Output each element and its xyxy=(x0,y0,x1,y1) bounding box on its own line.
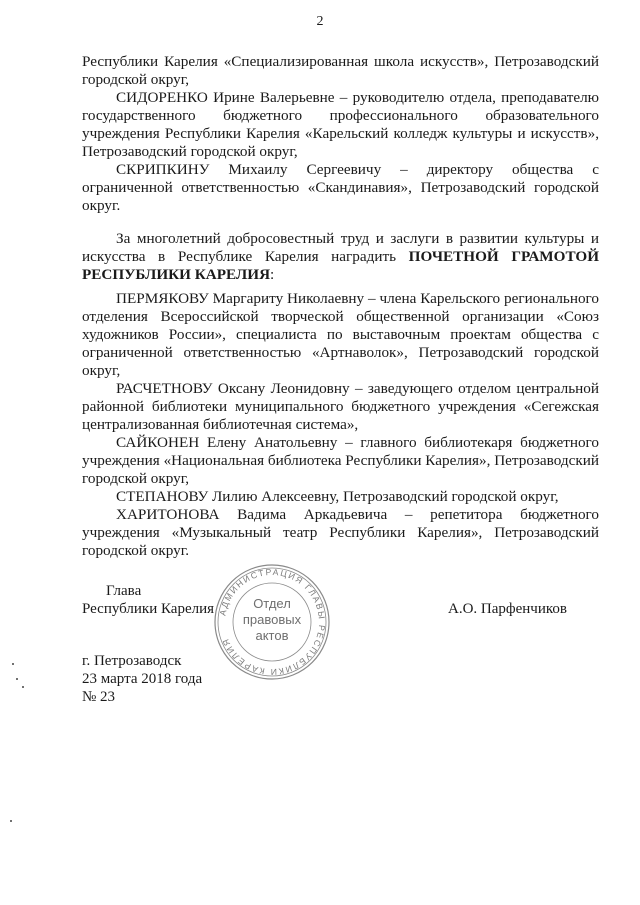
document-footer xyxy=(82,652,202,706)
award-intro-text: За многолетний добросовестный труд и заслуги в развитии культуры и искусства в Республике Карелия наградить xyxy=(82,230,599,265)
award-intro-block xyxy=(82,230,599,284)
stamp-center-line3: актов xyxy=(255,628,289,643)
scan-speck xyxy=(12,663,14,665)
awardee-stepanova: СТЕПАНОВУ Лилию Алексеевну, Петрозаводский городской округ, xyxy=(116,488,559,505)
scan-speck xyxy=(10,820,12,822)
footer-date: 23 марта 2018 года xyxy=(82,671,203,687)
scan-speck xyxy=(16,678,18,680)
footer-number: № 23 xyxy=(82,689,116,705)
footer-place: г. Петрозаводск xyxy=(82,653,182,669)
award-intro-paragraph xyxy=(82,230,599,284)
stamp-center-line2: правовых xyxy=(242,612,302,627)
awardee-permyakova: ПЕРМЯКОВУ Маргариту Николаевну – члена Карельского регионального отделения Всероссийской творческой общественной организации «Союз художников России», специалиста по выставочным проектам общества с ограниченной ответственностью «Артнаволок», Петрозаводский городской округ, xyxy=(82,290,599,379)
awardee-saikonen: САЙКОНЕН Елену Анатольевну – главного библиотекаря бюджетного учреждения «Национальная библиотека Республики Карелия», Петрозаводский городской округ, xyxy=(82,434,599,487)
official-stamp xyxy=(212,562,332,682)
page-number: 2 xyxy=(316,14,324,29)
signatory-title-line1: Глава xyxy=(106,583,142,599)
scan-speck xyxy=(22,686,24,688)
stamp-center-line1: Отдел xyxy=(253,596,291,611)
awardee-kharitonov: ХАРИТОНОВА Вадима Аркадьевича – репетитора бюджетного учреждения «Музыкальный театр Республики Карелия», Петрозаводский городской округ. xyxy=(82,506,599,559)
award-colon: : xyxy=(270,266,275,283)
paragraph-skripkin: СКРИПКИНУ Михаилу Сергеевичу – директору общества с ограниченной ответственностью «Скандинавия», Петрозаводский городской округ. xyxy=(82,161,599,214)
awardees-list xyxy=(82,290,599,560)
stamp-ring-text: АДМИНИСТРАЦИЯ ГЛАВЫ РЕСПУБЛИКИ КАРЕЛИЯ xyxy=(217,566,328,678)
signatory-name: А.О. Парфенчиков xyxy=(448,601,567,617)
paragraph-sidorenko: СИДОРЕНКО Ирине Валерьевне – руководителю отдела, преподавателю государственного бюджетного профессионального образовательного учреждения Республики Карелия «Карельский колледж культуры и искусств», Петрозаводский городской округ, xyxy=(82,89,599,160)
previous-awardees-block xyxy=(82,53,599,215)
paragraph-continuation: Республики Карелия «Специализированная школа искусств», Петрозаводский городской округ, xyxy=(82,53,599,88)
award-name: ПОЧЕТНОЙ ГРАМОТОЙ РЕСПУБЛИКИ КАРЕЛИЯ xyxy=(82,248,600,283)
signatory-title-line2: Республики Карелия xyxy=(82,601,215,617)
awardee-raschetnova: РАСЧЕТНОВУ Оксану Леонидовну – заведующего отделом центральной районной библиотеки муниципального бюджетного учреждения «Сегежская централизованная библиотечная система», xyxy=(82,380,599,433)
